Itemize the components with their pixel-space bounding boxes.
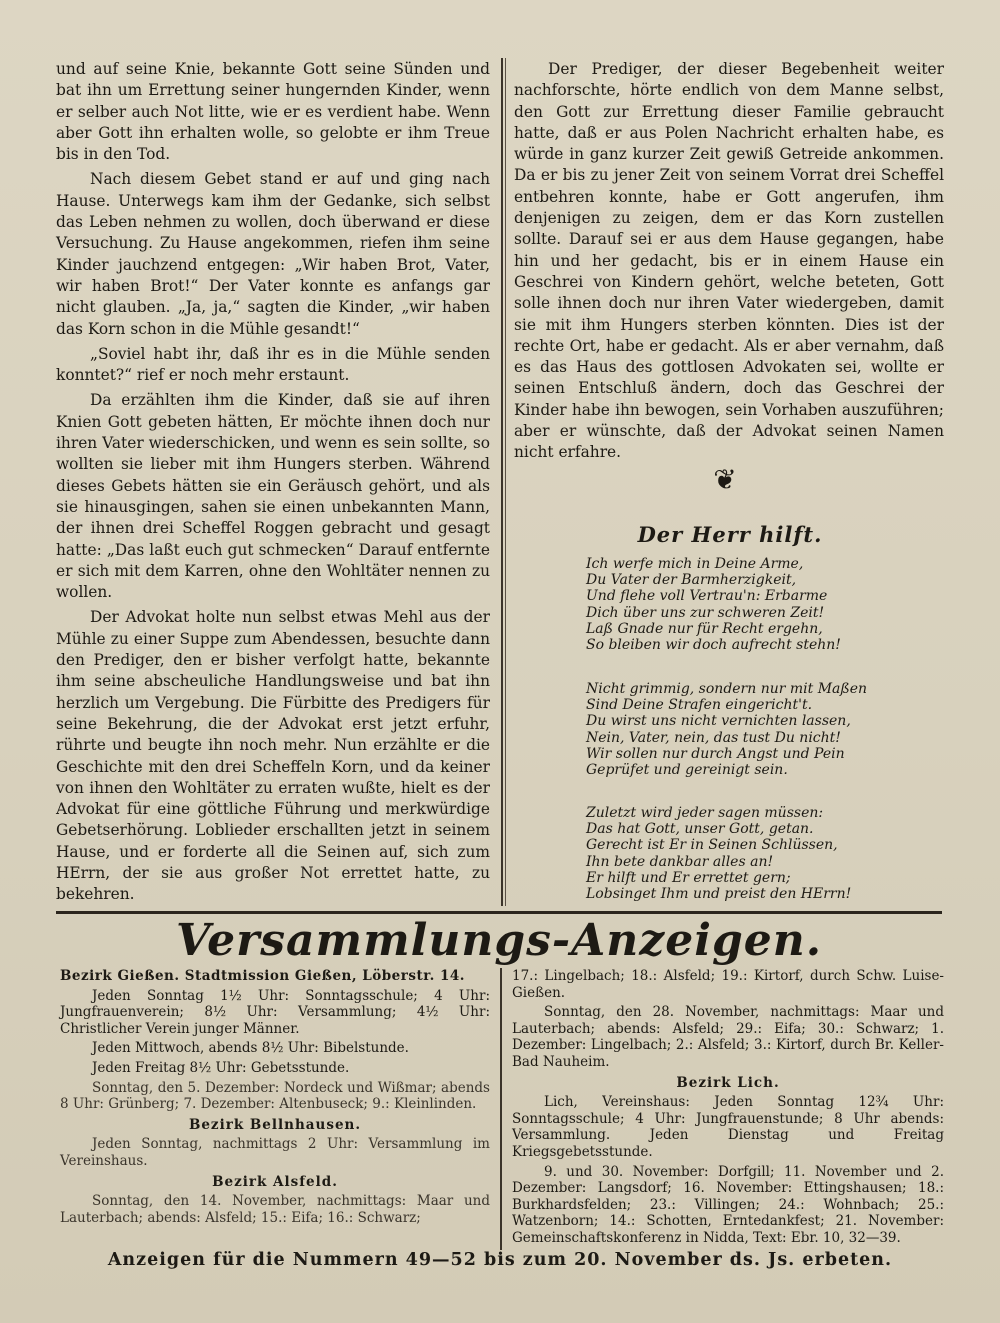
column-divider bbox=[500, 968, 502, 1250]
poem-line: Dich über uns zur schweren Zeit! bbox=[586, 604, 825, 621]
ad-entry: Sonntag, den 5. Dezember: Nordeck und Wißmar; abends 8 Uhr: Grünberg; 7. Dezember: Altenbuseck; 9.: Kleinlinden. bbox=[60, 1079, 490, 1113]
poem-line: Zuletzt wird jeder sagen müssen: bbox=[586, 805, 824, 821]
poem-line: Ich werfe mich in Deine Arme, bbox=[586, 556, 804, 572]
section-rule bbox=[56, 911, 942, 914]
district-heading: Bezirk Bellnhausen. bbox=[188, 1116, 362, 1133]
poem-line: Gerecht ist Er in Seinen Schlüssen, bbox=[586, 837, 838, 854]
poem-line: Sind Deine Strafen eingericht't. bbox=[586, 697, 813, 714]
paragraph: Der Prediger, der dieser Begebenheit weiter nachforschte, hörte endlich von dem Manne selbst, den Gott zur Errettung dieser Familie gebraucht hatte, daß er aus Polen Nachricht erhalten habe, es würde in ganz kurzer Zeit gewiß Getreide ankommen. Da er bis zu jener Zeit von seinem Vorrat drei Scheffel entbehren konnte, habe er Gott angerufen, ihm denjenigen zu zeigen, dem er das Korn zustellen sollte. Darauf sei er aus dem Hause gegangen, habe hin und her gedacht, bis er in einem Hause ein Geschrei von Kindern gehört, welche beteten, Gott solle ihnen doch nur ihren Vater wiedergeben, damit sie mit ihm Hungers sterben könnten. Dies ist der rechte Ort, habe er gedacht. Als er aber vernahm, daß es das Haus des gottlosen Advokaten sei, wollte er seinen Entschluß ändern, doch das Geschrei der Kinder habe ihn bewogen, sein Vorhaben auszuführen; aber er wünschte, daß der Advokat seinen Namen nicht erfahre. bbox=[514, 60, 944, 462]
ads-right-column bbox=[512, 968, 944, 1250]
paragraph: Da erzählten ihm die Kinder, daß sie auf ihren Knien Gott gebeten hätten, Er möchte ihnen doch nur ihren Vater wiederschicken, und wenn es sein sollte, so wollten sie lieber mit ihm Hungers sterben. Während dieses Gebets hätten sie ein Geräusch gehört, und als sie hinausgingen, sahen sie einen unbekannten Mann, der ihnen drei Scheffel Roggen gebracht und gesagt hatte: „Das laßt euch gut schmecken“ Darauf entfernte er sich mit dem Karren, ohne den Wohltäter nennen zu wollen. bbox=[56, 391, 490, 602]
column-divider bbox=[505, 58, 506, 906]
ad-entry: Sonntag, den 28. November, nachmittags: Maar und Lauterbach; abends: Alsfeld; 29.: Eifa; 30.: Schwarz; 1. Dezember: Lingelbach; 2.: Alsfeld; 3.: Kirtorf, durch Br. Keller-Bad Nauheim. bbox=[512, 1004, 944, 1070]
district-heading: Bezirk Gießen. Stadtmission Gießen, Löberstr. 14. bbox=[60, 968, 465, 984]
ads-left-column bbox=[60, 968, 490, 1229]
ad-entry: 17.: Lingelbach; 18.: Alsfeld; 19.: Kirtorf, durch Schw. Luise-Gießen. bbox=[512, 968, 944, 1001]
poem-line: Nicht grimmig, sondern nur mit Maßen bbox=[586, 681, 868, 697]
ad-entry: Jeden Sonntag, nachmittags 2 Uhr: Versammlung im Vereinshaus. bbox=[60, 1136, 490, 1169]
ornament-icon: ❦ bbox=[713, 463, 737, 496]
footer-notice: Anzeigen für die Nummern 49—52 bis zum 20. November ds. Js. erbeten. bbox=[107, 1250, 893, 1270]
right-article-column bbox=[514, 59, 944, 468]
district-heading: Bezirk Lich. bbox=[676, 1074, 780, 1091]
column-divider bbox=[501, 58, 503, 906]
poem-stanza bbox=[586, 681, 886, 778]
paragraph: Der Advokat holte nun selbst etwas Mehl aus der Mühle zu einer Suppe zum Abendessen, besuchte dann den Prediger, den er bisher verfolgt hatte, bekannte ihm seine abscheuliche Handlungsweise und bat ihn herzlich um Vergebung. Die Fürbitte des Predigers für seine Bekehrung, die der Advokat erst jetzt erfuhr, rührte und beugte ihn noch mehr. Nun erzählte er die Geschichte mit den drei Scheffeln Korn, und da keiner von ihnen den Wohltäter zu erraten wußte, hielt es der Advokat für eine göttliche Führung und merkwürdige Gebetserhörung. Loblieder erschallten jetzt in seinem Hause, und er forderte all die Seinen auf, sich zum HErrn, der sie aus großer Not errettet hatte, zu bekehren. bbox=[56, 608, 490, 904]
ad-entry: Sonntag, den 14. November, nachmittags: Maar und Lauterbach; abends: Alsfeld; 15.: Eifa; 16.: Schwarz; bbox=[60, 1193, 490, 1226]
poem-line: Geprüfet und gereinigt sein. bbox=[586, 762, 788, 779]
left-article-column bbox=[56, 59, 490, 910]
ad-entry: Jeden Freitag 8½ Uhr: Gebetsstunde. bbox=[92, 1059, 350, 1076]
poem-line: So bleiben wir doch aufrecht stehn! bbox=[586, 637, 841, 654]
poem-line: Er hilft und Er errettet gern; bbox=[586, 869, 791, 886]
district-heading: Bezirk Alsfeld. bbox=[212, 1173, 338, 1190]
ad-entry: 9. und 30. November: Dorfgill; 11. November und 2. Dezember: Langsdorf; 16. November: Ettingshausen; 18.: Burkhardsfelden; 23.: Villingen; 24.: Wohnbach; 25.: Watzenborn; 14.: Schotten, Erntedankfest; 21. November: Gemeinschaftskonferenz in Nidda, Text: Ebr. 10, 32—39. bbox=[512, 1163, 944, 1246]
ad-entry: Jeden Sonntag 1½ Uhr: Sonntagsschule; 4 Uhr: Jungfrauenverein; 8½ Uhr: Versammlung; 4½ Uhr: Christlicher Verein junger Männer. bbox=[60, 987, 490, 1037]
poem-line: Nein, Vater, nein, das tust Du nicht! bbox=[586, 729, 841, 746]
poem-line: Ihn bete dankbar alles an! bbox=[586, 853, 774, 870]
poem-line: Und flehe voll Vertrau'n: Erbarme bbox=[586, 588, 828, 605]
poem-line: Das hat Gott, unser Gott, getan. bbox=[586, 821, 814, 838]
poem-line: Du Vater der Barmherzigkeit, bbox=[586, 572, 797, 589]
poem-line: Lobsinget Ihm und preist den HErrn! bbox=[586, 886, 852, 903]
poem-line: Du wirst uns nicht vernichten lassen, bbox=[586, 713, 851, 730]
poem-stanza bbox=[586, 805, 886, 902]
poem-title: Der Herr hilft. bbox=[637, 522, 823, 547]
ad-entry: Lich, Vereinshaus: Jeden Sonntag 12¾ Uhr: Sonntagsschule; 4 Uhr: Jungfrauenstunde; 8 Uhr abends: Versammlung. Jeden Dienstag und Freitag Kriegsgebetsstunde. bbox=[512, 1094, 944, 1160]
paragraph: „Soviel habt ihr, daß ihr es in die Mühle senden konntet?“ rief er noch mehr erstaunt. bbox=[56, 344, 490, 385]
poem-stanza bbox=[586, 556, 886, 653]
ad-entry: Jeden Mittwoch, abends 8½ Uhr: Bibelstunde. bbox=[92, 1040, 409, 1057]
poem-line: Wir sollen nur durch Angst und Pein bbox=[586, 745, 845, 762]
paragraph: und auf seine Knie, bekannte Gott seine Sünden und bat ihn um Errettung seiner hungernden Kinder, wenn er selber auch Not litte, wie er es verdient habe. Wenn aber Gott ihn erhalten wolle, so gelobte er ihm Treue bis in den Tod. bbox=[56, 60, 490, 164]
poem-line: Laß Gnade nur für Recht ergehn, bbox=[586, 620, 823, 637]
paragraph: Nach diesem Gebet stand er auf und ging nach Hause. Unterwegs kam ihm der Gedanke, sich selbst das Leben nehmen zu wollen, doch überwand er diese Versuchung. Zu Hause angekommen, riefen ihm seine Kinder jauchzend entgegen: „Wir haben Brot, Vater, wir haben Brot!“ Der Vater konnte es anfangs gar nicht glauben. „Ja, ja,“ sagten die Kinder, „wir haben das Korn schon in die Mühle gesandt!“ bbox=[56, 170, 490, 338]
section-banner: Versammlungs-Anzeigen. bbox=[175, 915, 823, 966]
